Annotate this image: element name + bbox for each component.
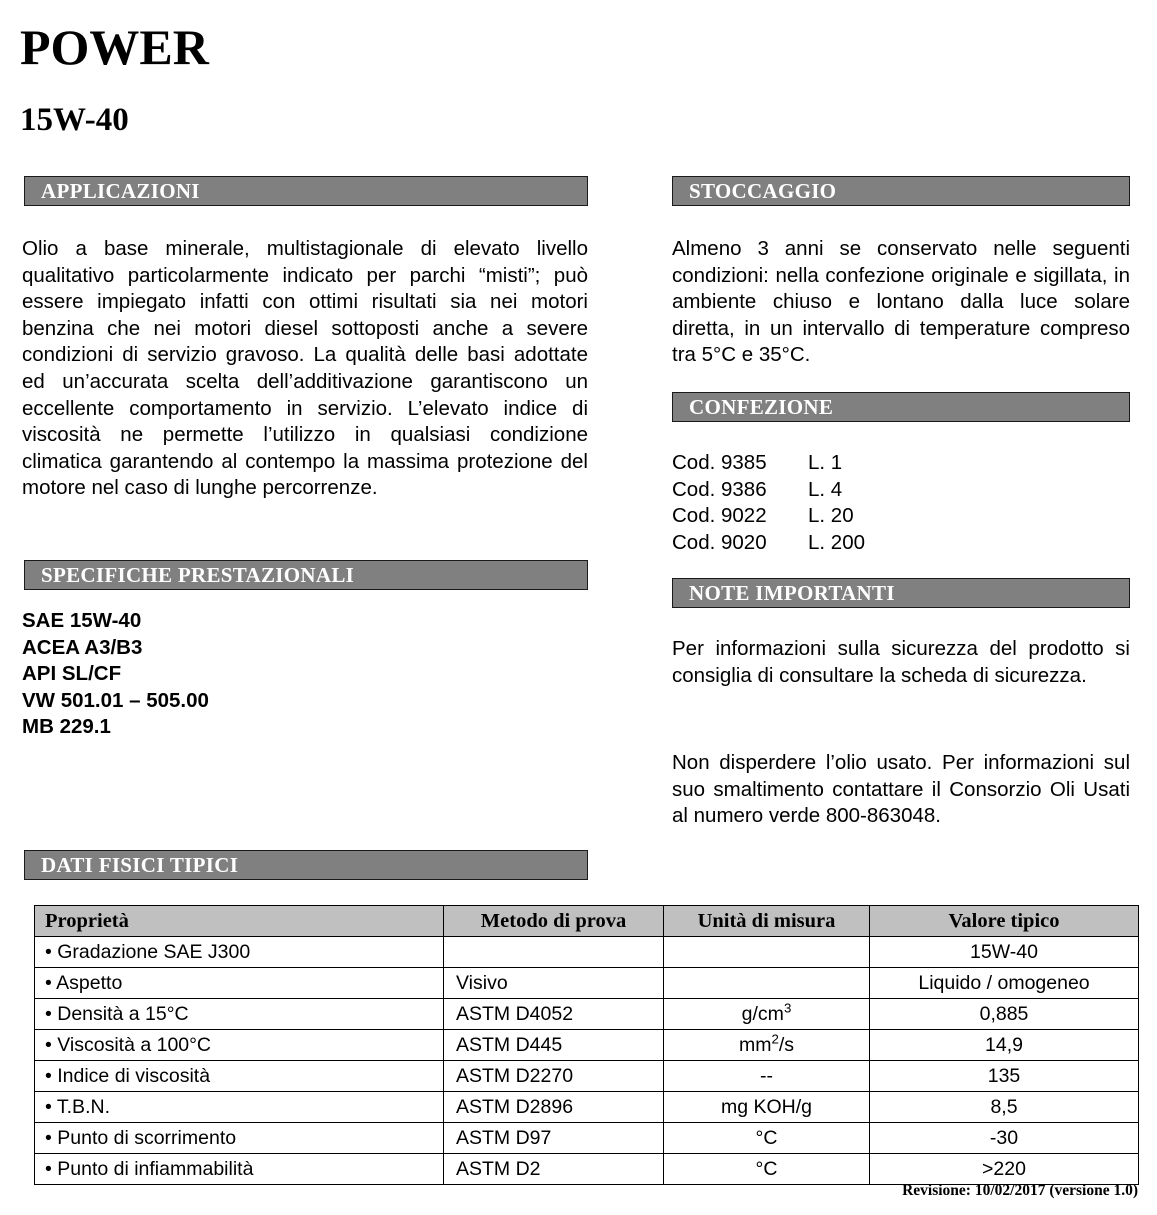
cell-proprieta: • Densità a 15°C: [35, 999, 444, 1030]
package-code: Cod. 9385: [672, 451, 767, 474]
table-row: [35, 1092, 1139, 1123]
cell-metodo: ASTM D97: [444, 1123, 664, 1154]
table-row: [35, 999, 1139, 1030]
cell-valore: >220: [870, 1154, 1139, 1185]
list-item: ACEA A3/B3: [22, 635, 143, 659]
stoccaggio-body: Almeno 3 anni se conservato nelle seguenti condizioni: nella confezione originale e sigillata, in ambiente chiuso e lontano dalla luce solare diretta, in un intervallo di temperature compreso tra 5°C e 35°C.: [672, 237, 1130, 367]
cell-valore: Liquido / omogeneo: [870, 968, 1139, 999]
table-row: [35, 1061, 1139, 1092]
table-row: [35, 937, 1139, 968]
package-code: Cod. 9022: [672, 504, 767, 527]
section-header-note: [672, 578, 1130, 608]
cell-unita: [664, 937, 870, 968]
cell-metodo: [444, 937, 664, 968]
section-header-dati-label: DATI FISICI TIPICI: [41, 852, 239, 877]
section-header-stoccaggio-label: STOCCAGGIO: [689, 178, 837, 203]
cell-metodo: ASTM D445: [444, 1030, 664, 1061]
table-row: [35, 1154, 1139, 1185]
cell-metodo: ASTM D2: [444, 1154, 664, 1185]
column-header-proprieta: Proprietà: [35, 906, 444, 937]
section-header-specifiche: [24, 560, 588, 590]
column-header-valore: Valore tipico: [870, 906, 1139, 937]
cell-valore: -30: [870, 1123, 1139, 1154]
cell-unita: $g/cm^3$: [664, 999, 870, 1030]
cell-metodo: Visivo: [444, 968, 664, 999]
cell-unita: °C: [664, 1154, 870, 1185]
cell-proprieta: • Punto di infiammabilità: [35, 1154, 444, 1185]
revision-footer: Revisione: 10/02/2017 (versione 1.0): [902, 1182, 1138, 1199]
table-row: [35, 1030, 1139, 1061]
page-title: POWER: [20, 19, 209, 75]
cell-unita: mg KOH/g: [664, 1092, 870, 1123]
package-size: L. 1: [808, 451, 843, 474]
list-item: MB 229.1: [22, 715, 111, 738]
section-header-applicazioni-label: APPLICAZIONI: [41, 178, 200, 203]
table-row: [35, 968, 1139, 999]
confezione-list: [672, 450, 865, 556]
section-header-applicazioni: [24, 176, 588, 206]
table-row: [35, 1123, 1139, 1154]
cell-proprieta: • Indice di viscosità: [35, 1061, 444, 1092]
product-grade-subtitle: 15W-40: [20, 102, 129, 138]
list-item: [672, 450, 865, 477]
package-size: L. 4: [808, 477, 843, 501]
list-item: API SL/CF: [22, 662, 122, 685]
cell-valore: 15W-40: [870, 937, 1139, 968]
cell-valore: 135: [870, 1061, 1139, 1092]
list-item: SAE 15W-40: [22, 609, 142, 632]
cell-proprieta: • T.B.N.: [35, 1092, 444, 1123]
list-item: [672, 530, 865, 557]
cell-metodo: ASTM D2270: [444, 1061, 664, 1092]
package-size: L. 20: [808, 504, 854, 527]
cell-proprieta: • Gradazione SAE J300: [35, 937, 444, 968]
cell-metodo: ASTM D4052: [444, 999, 664, 1030]
cell-unita: [664, 968, 870, 999]
note-paragraph-2: Non disperdere l’olio usato. Per informazioni sul suo smaltimento contattare il Consorzio Oli Usati al numero verde 800-863048.: [672, 751, 1130, 828]
cell-proprieta: • Viscosità a 100°C: [35, 1030, 444, 1061]
package-code: Cod. 9386: [672, 477, 767, 501]
cell-unita: °C: [664, 1123, 870, 1154]
section-header-note-label: NOTE IMPORTANTI: [689, 580, 895, 605]
specifiche-list: [22, 608, 209, 741]
list-item: [672, 503, 865, 530]
list-item: VW 501.01 – 505.00: [22, 688, 209, 712]
cell-valore: 0,885: [870, 999, 1139, 1030]
cell-unita: $mm^2/s$: [664, 1030, 870, 1061]
cell-unita: --: [664, 1061, 870, 1092]
section-header-confezione-label: CONFEZIONE: [689, 394, 834, 419]
physical-data-table: [34, 905, 1139, 1185]
section-header-specifiche-label: SPECIFICHE PRESTAZIONALI: [41, 562, 355, 587]
cell-valore: 14,9: [870, 1030, 1139, 1061]
applicazioni-body: Olio a base minerale, multistagionale di elevato livello qualitativo particolarmente indicato per parchi “misti”; può essere impiegato infatti con ottimi risultati sia nei motori benzina che nei motori diesel sottoposti anche a severe condizioni di servizio gravoso. La qualità delle basi adottate ed un’accurata scelta dell’additivazione garantiscono un eccellente comportamento in servizio. L’elevato indice di viscosità ne permette l’utilizzo in qualsiasi condizione climatica garantendo al contempo la massima protezione del motore nel caso di lunghe percorrenze.: [22, 237, 588, 500]
column-header-unita: Unità di misura: [664, 906, 870, 937]
package-size: L. 200: [808, 530, 865, 554]
note-paragraph-1: Per informazioni sulla sicurezza del prodotto si consiglia di consultare la scheda di sicurezza.: [672, 637, 1130, 687]
list-item: [672, 477, 865, 504]
cell-metodo: ASTM D2896: [444, 1092, 664, 1123]
table-header-row: [35, 906, 1139, 937]
cell-proprieta: • Aspetto: [35, 968, 444, 999]
cell-proprieta: • Punto di scorrimento: [35, 1123, 444, 1154]
package-code: Cod. 9020: [672, 530, 767, 554]
section-header-confezione: [672, 392, 1130, 422]
section-header-stoccaggio: [672, 176, 1130, 206]
column-header-metodo: Metodo di prova: [444, 906, 664, 937]
cell-valore: 8,5: [870, 1092, 1139, 1123]
section-header-dati: [24, 850, 588, 880]
